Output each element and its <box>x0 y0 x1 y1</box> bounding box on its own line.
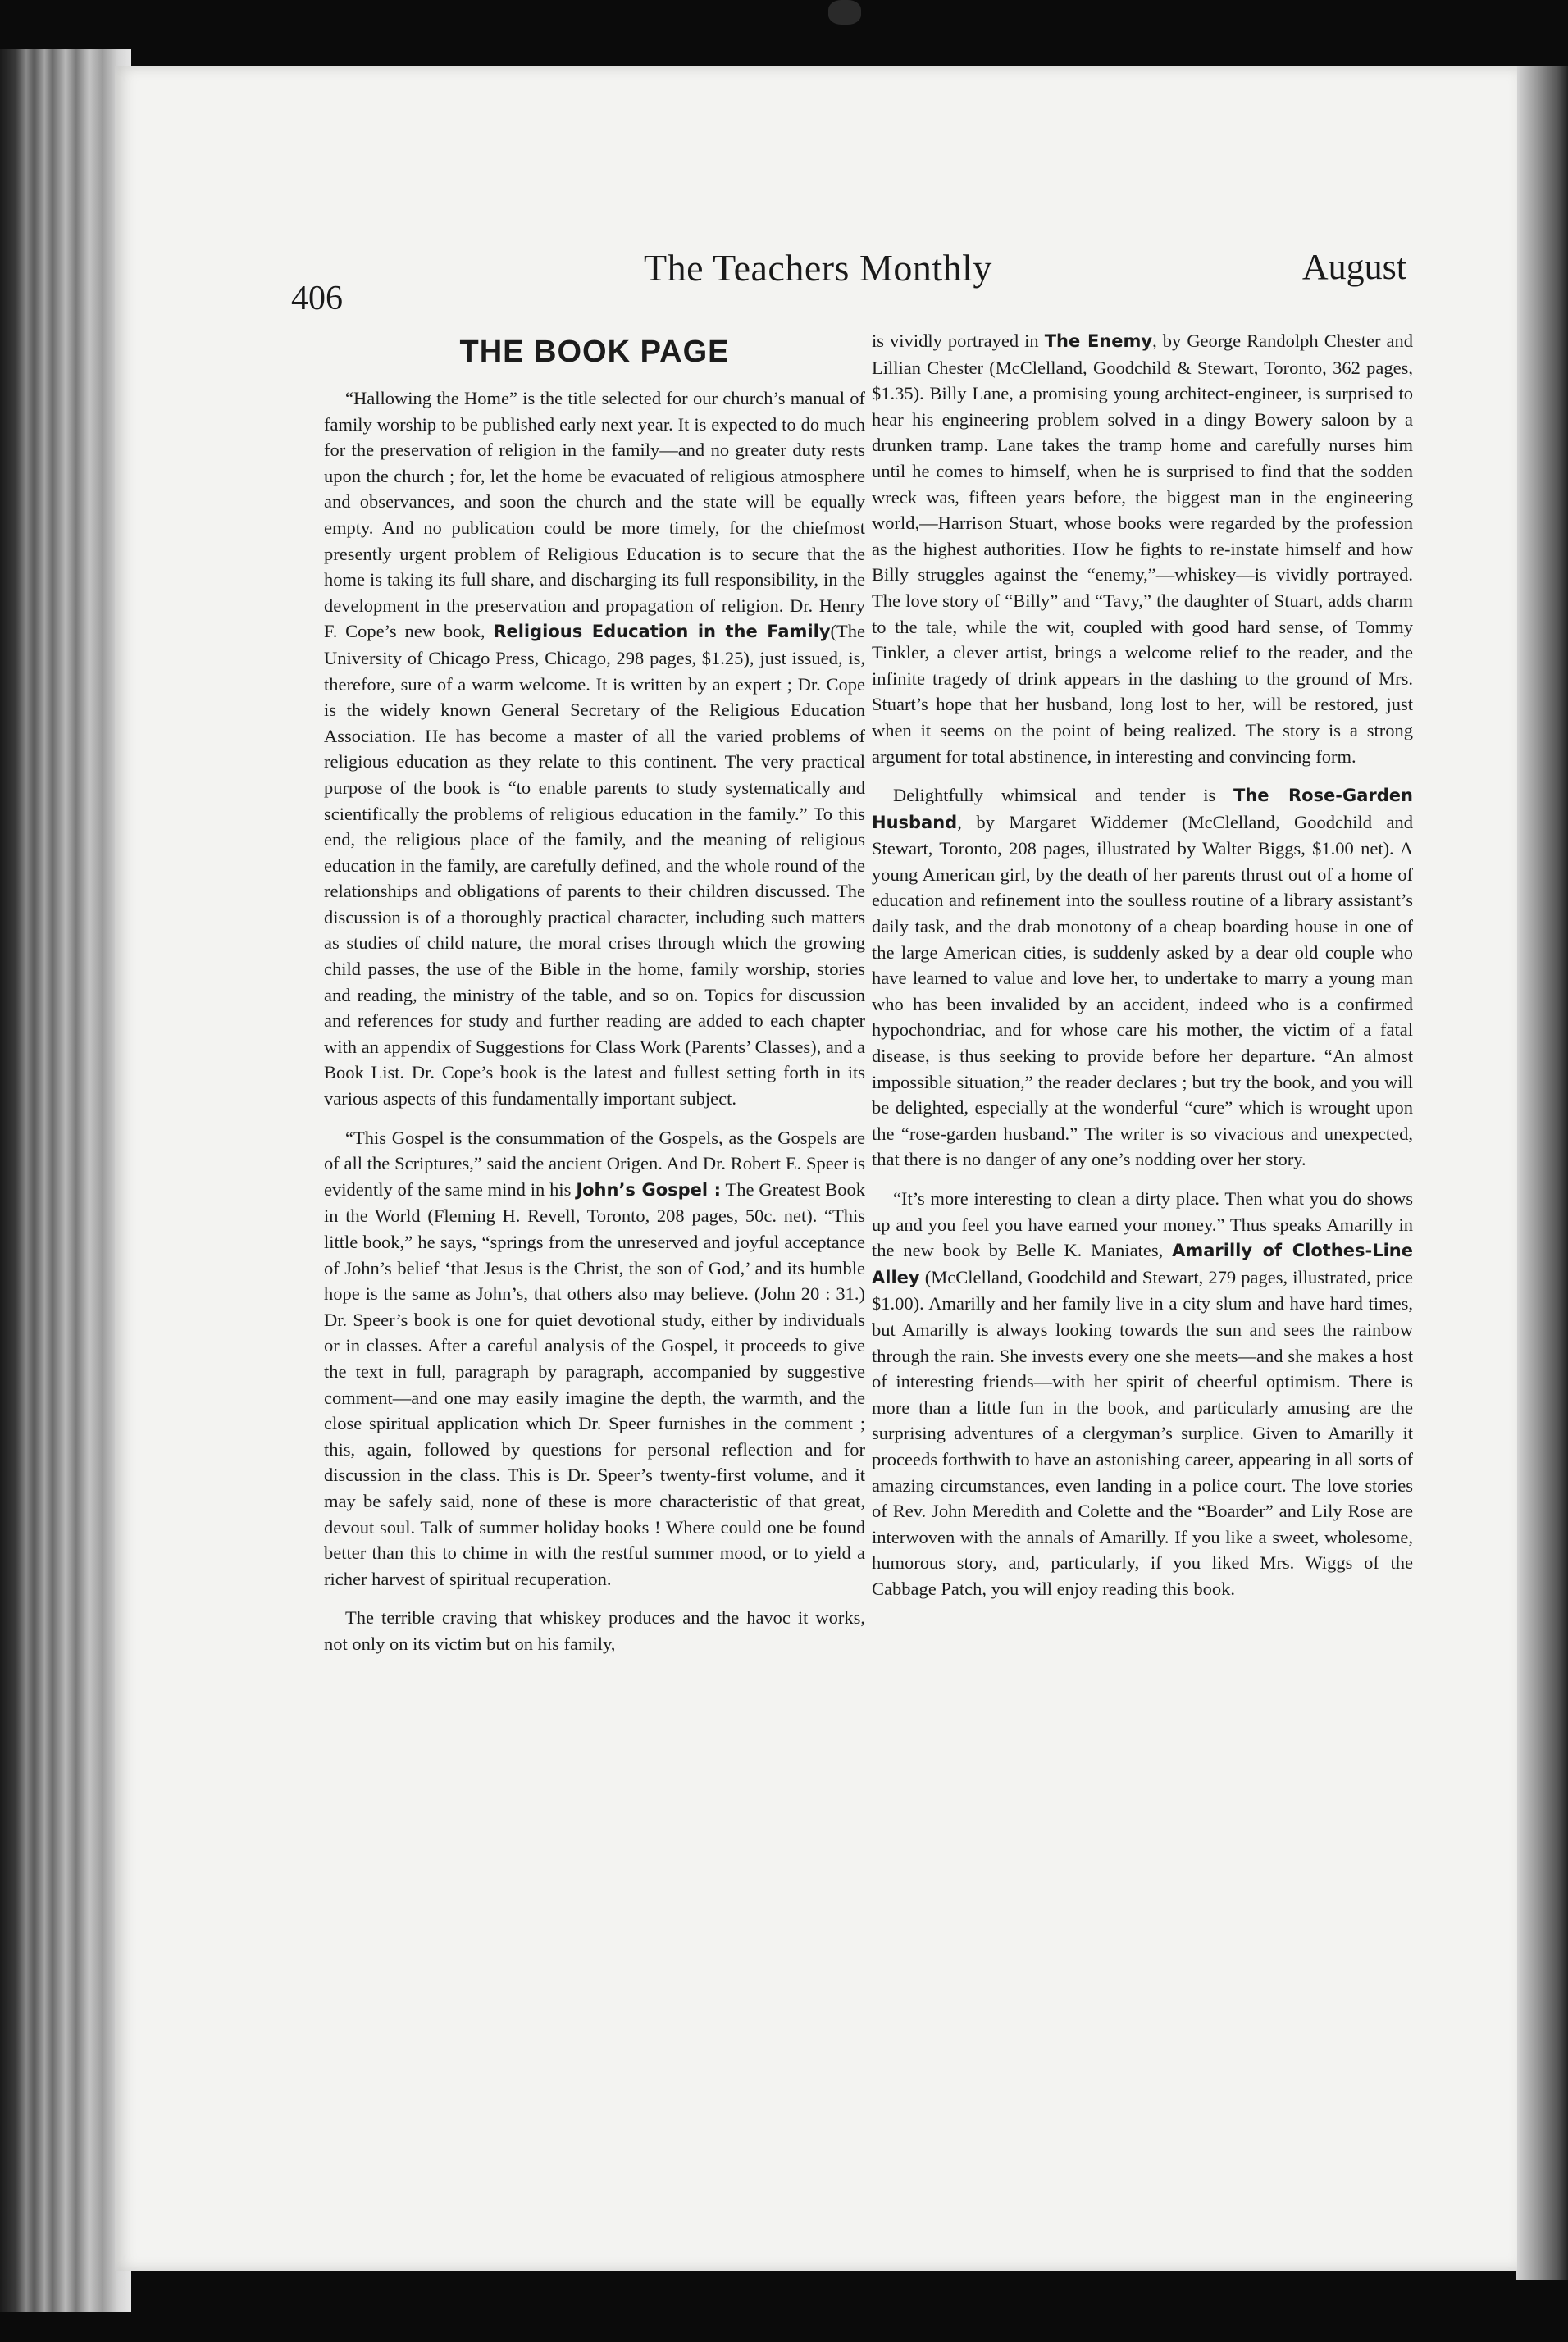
book-title-amarilly: Amarilly of Clothes-Line Alley <box>872 1241 1413 1287</box>
paragraph-the-enemy <box>872 328 1413 769</box>
book-right-edge <box>1516 66 1568 2280</box>
left-column <box>324 328 865 1657</box>
paragraph-text: “Hallowing the Home” is the title selected for our church’s manual of family worship to be published early next year. It is expected to do much for the preservation of religion in the family—and no greater duty rests upon the church ; for, let the home be evacuated of religious atmosphere and observances, and soon the church and the state will be equally empty. And no publication could be more timely, for the chiefmost presently urgent problem of Religious Education is to secure that the home is taking its full share, and discharging its full responsibility, in the development in the preservation and propagation of religion. Dr. Henry F. Cope’s new book, <box>324 388 865 642</box>
book-title-rose-garden-husband: The Rose-Garden Husband <box>872 786 1413 832</box>
paragraph-text: , by Margaret Widdemer (McClelland, Goodchild and Stewart, Toronto, 208 pages, illustrated by Walter Biggs, $1.00 net). A young American girl, by the death of her parents thrust out of a home of education and refinement into the soulless routine of a library assistant’s daily task, and the drab monotony of a cheap boarding house in one of the large American cities, is suddenly asked by a dear old couple who have learned to value and love her, to undertake to marry a young man who has been invalided by an accident, indeed who is a confirmed hypochondriac, and for whose care his mother, the victim of a fatal disease, is thus seeking to provide before her departure. “An almost impossible situation,” the reader declares ; but try the book, and you will be delighted, especially at the wonderful “cure” which is wrought upon the “rose-garden husband.” The writer is so vivacious and unexpected, that there is no danger of any one’s nodding over her story. <box>872 811 1413 1170</box>
section-title: THE BOOK PAGE <box>459 335 730 369</box>
journal-title: The Teachers Monthly <box>644 247 992 289</box>
book-title-the-enemy: The Enemy <box>1044 331 1153 351</box>
book-title-religious-education: Religious Education in the Family <box>493 622 831 642</box>
paragraph-amarilly <box>872 1186 1413 1602</box>
paragraph-text: “It’s more interesting to clean a dirty place. Then what you do shows up and you feel you have earned your money.” Thus speaks Amarilly in the new book by Belle K. Maniates, <box>872 1188 1413 1261</box>
right-column <box>872 328 1413 1602</box>
page-number: 406 <box>291 280 343 317</box>
paragraph-religious-education <box>324 385 865 1112</box>
scan-mark <box>828 0 861 25</box>
paragraph-text: , by George Randolph Chester and Lillian Chester (McClelland, Goodchild & Stewart, Toronto, 362 pages, $1.35). Billy Lane, a promising young architect-engineer, is surprised to hear his engineering problem solved in a dingy Bowery saloon by a drunken tramp. Lane takes the tramp home and carefully nurses him until he comes to himself, when he is surprised to find that the sodden wreck was, fifteen years before, the biggest man in the engineering world,—Harrison Stuart, whose books were regarded by the profession as the highest authorities. How he fights to re-instate himself and how Billy struggles against the “enemy,”—whiskey—is vividly portrayed. The love story of “Billy” and “Tavy,” the daughter of Stuart, adds charm to the tale, while the wit, coupled with good hard sense, of Tommy Tinkler, a clever artist, brings a welcome relief to the reader, and the infinite tragedy of drink appears in the dashing to the ground of Mrs. Stuart’s hope that her husband, long lost to her, will be restored, just when it seems on the point of being realized. The story is a strong argument for total abstinence, in interesting and convincing form. <box>872 330 1413 767</box>
paragraph-text: (McClelland, Goodchild and Stewart, 279 pages, illustrated, price $1.00). Amarilly and her family live in a city slum and have hard times, but Amarilly is always looking towards the sun and sees the rainbow through the rain. She invests every one she meets—and she makes a host of interesting friends—with her spirit of cheerful optimism. There is more than a little fun in the book, and particularly amusing are the surprising adventures of a clergyman’s surplice. Given to Amarilly it proceeds forthwith to have an astonishing career, appearing in all sorts of amazing circumstances, even landing in a police court. The love stories of Rev. John Meredith and Colette and the “Boarder” and Lily Rose are interwoven with the annals of Amarilly. If you like a sweet, wholesome, humorous story, and, particularly, if you liked Mrs. Wiggs of the Cabbage Patch, you will enjoy reading this book. <box>872 1266 1413 1599</box>
paragraph-text: The Greatest Book in the World (Fleming H. Revell, Toronto, 208 pages, 50c. net). “This little book,” he says, “springs from the unreserved and joyful acceptance of John’s belief ‘that Jesus is the Christ, the son of God,’ and its humble hope is the same as John’s, that others also may believe. (John 20 : 31.) Dr. Speer’s book is one for quiet devotional study, either by individuals or in classes. After a careful analysis of the Gospel, it proceeds to give the text in full, paragraph by paragraph, accompanied by suggestive comment—and one may easily imagine the depth, the warmth, and the close spiritual application which Dr. Speer furnishes in the comment ; this, again, followed by questions for personal reflection and for discussion in the class. This is Dr. Speer’s twenty-first volume, and it may be safely said, none of these is more characteristic of that great, devout soul. Talk of summer holiday books ! Where could one be found better than this to chime in with the restful summer mood, or to yield a richer harvest of spiritual recuperation. <box>324 1178 866 1589</box>
paragraph-text: (The University of Chicago Press, Chicago, 298 pages, $1.25), just issued, is, therefore, sure of a warm welcome. It is written by an expert ; Dr. Cope is the widely known General Secretary of the Religious Education Association. He has become a master of all the varied problems of religious education as they relate to this continent. The very practical purpose of the book is “to enable parents to study systematically and scientifically the problems of religious education in the family.” To this end, the religious place of the family, and the meaning of religious education in the family, are carefully defined, and the whole round of the relationships and obligations of parents to their children discussed. The discussion is of a thoroughly practical character, including such matters as studies of child nature, the moral crises through which the growing child passes, the use of the Bible in the home, family worship, stories and reading, the ministry of the table, and so on. Topics for discussion and references for study and further reading are added to each chapter with an appendix of Suggestions for Class Work (Parents’ Classes), and a Book List. Dr. Cope’s book is the latest and fullest setting forth in its various aspects of this fundamentally important subject. <box>324 621 866 1109</box>
paragraph-rose-garden-husband <box>872 782 1413 1173</box>
paragraph-text: “This Gospel is the consummation of the Gospels, as the Gospels are of all the Scriptures,” said the ancient Origen. And Dr. Robert E. Speer is evidently of the same mind in his <box>324 1127 865 1200</box>
running-header <box>291 238 1406 317</box>
issue-month: August <box>1301 247 1406 287</box>
paragraph-enemy-intro: The terrible craving that whiskey produces and the havoc it works, not only on its victim but on his family, <box>324 1607 865 1654</box>
paragraph-text: is vividly portrayed in <box>872 330 1045 351</box>
paragraph-text: Delightfully whimsical and tender is <box>893 785 1233 806</box>
book-title-johns-gospel: John’s Gospel : <box>576 1179 722 1200</box>
book-page-stack <box>0 49 131 2312</box>
paragraph-johns-gospel <box>324 1125 865 1592</box>
